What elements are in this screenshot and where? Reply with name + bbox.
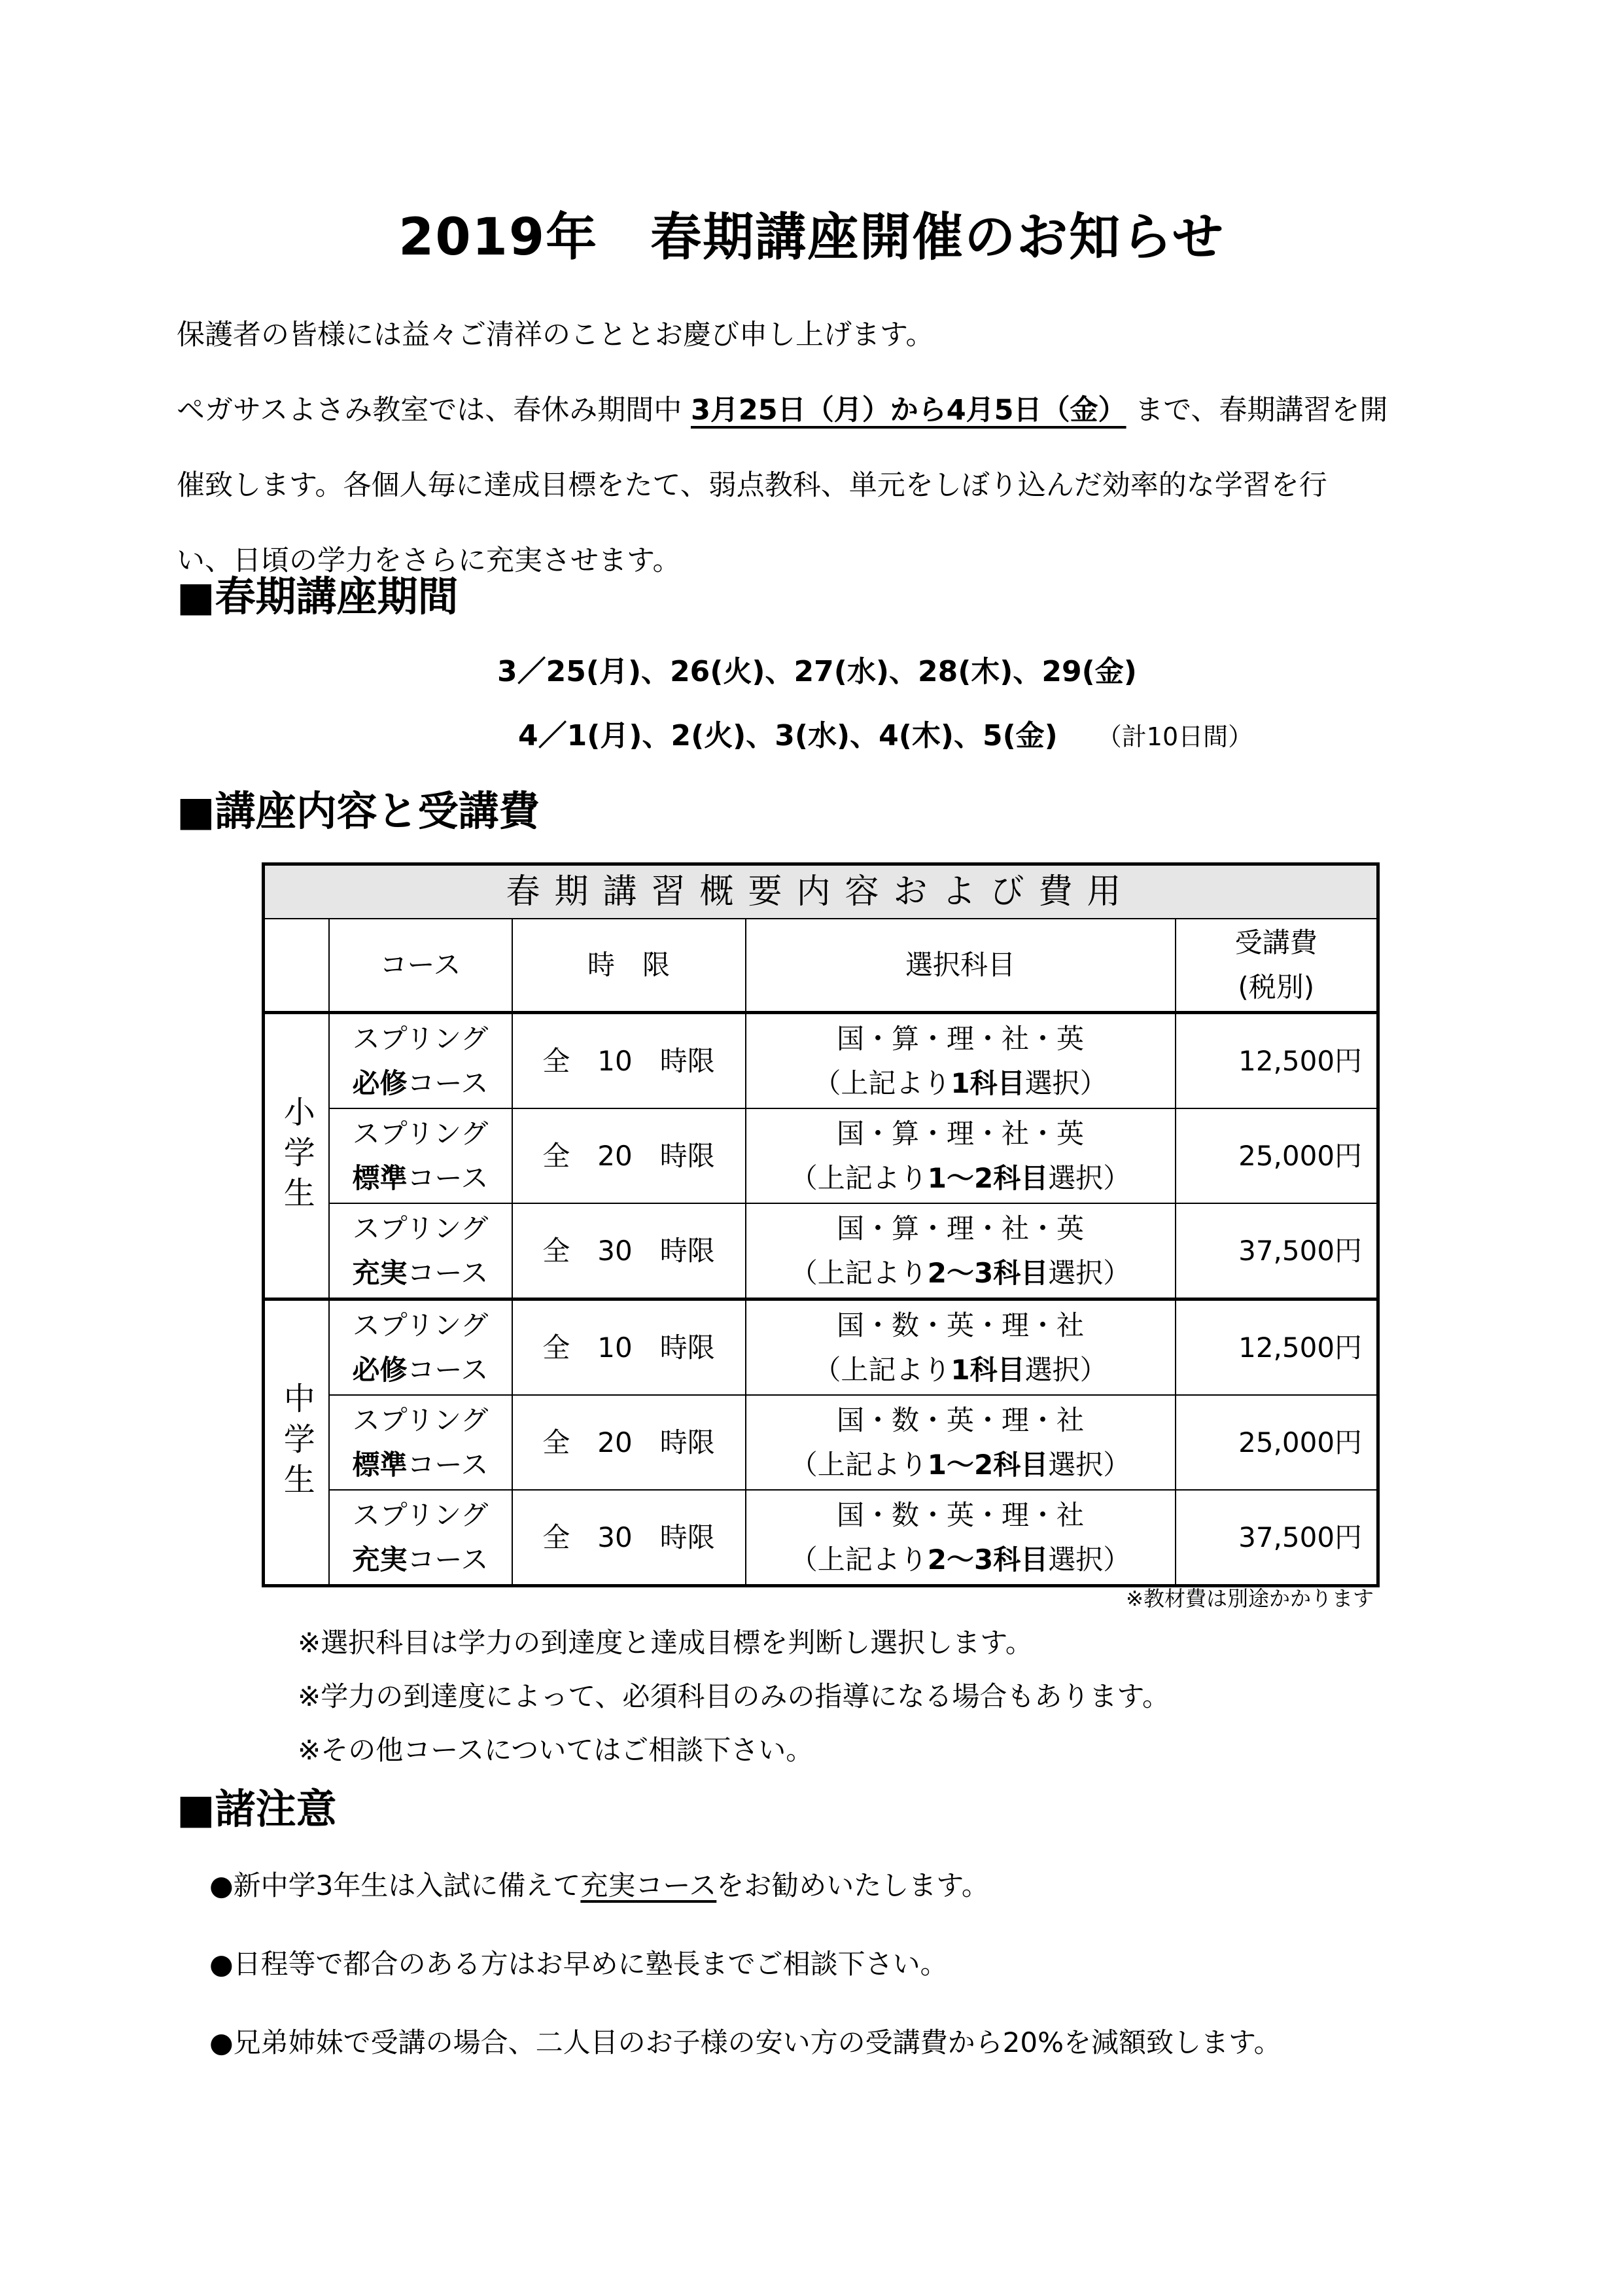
subjects-cell [746, 1203, 1176, 1299]
fee-table-caption: 春期講習概要内容および費用 [264, 864, 1378, 919]
subjects-selection-pre: （上記より [790, 1448, 928, 1481]
subjects-list: 国・算・理・社・英 [836, 1212, 1084, 1245]
intro-line-1: 保護者の皆様には益々ご清祥のこととお慶び申し上げます。 [177, 319, 934, 351]
caution-item: ●日程等で都合のある方はお早めに塾長までご相談下さい。 [209, 1948, 948, 1980]
caution-list [209, 1866, 1282, 2102]
header-fee-tax-note: (税別) [1238, 971, 1315, 1003]
intro-line-3: 催致します。各個人毎に達成目標をたて、弱点教科、単元をしぼり込んだ効率的な学習を行 [177, 469, 1327, 502]
course-type [330, 1538, 512, 1582]
subjects-selection [746, 1061, 1175, 1106]
periods-cell: 全 30 時限 [512, 1490, 746, 1586]
course-type [330, 1061, 512, 1106]
section-heading-fees: ■講座内容と受講費 [177, 787, 540, 835]
subjects-list: 国・算・理・社・英 [836, 1117, 1084, 1150]
subjects-cell [746, 1013, 1176, 1109]
fee-cell: 12,500円 [1176, 1299, 1378, 1396]
course-type [330, 1348, 512, 1392]
subjects-selection [746, 1348, 1175, 1392]
course-type-suffix: コース [407, 1353, 489, 1386]
subjects-selection-post: 選択） [1048, 1161, 1131, 1194]
subjects-list: 国・数・英・理・社 [836, 1404, 1084, 1436]
document-title: 2019年 春期講座開催のお知らせ [398, 208, 1225, 267]
subjects-selection [746, 1251, 1175, 1296]
subjects-selection-pre: （上記より [790, 1543, 928, 1576]
dates-april-list: 4／1(月)、2(火)、3(水)、4(木)、5(金) [518, 719, 1058, 752]
section-heading-cautions: ■諸注意 [177, 1785, 337, 1833]
subjects-selection-count: 1～2科目 [927, 1161, 1049, 1194]
subjects-selection-count: 1科目 [951, 1067, 1025, 1099]
recommended-course: 充実コース [580, 1869, 717, 1901]
course-name: スプリング [352, 1404, 489, 1436]
subjects-cell [746, 1299, 1176, 1396]
course-type [330, 1443, 512, 1487]
fee-table [262, 862, 1380, 1587]
fee-note: ※その他コースについてはご相談下さい。 [298, 1734, 814, 1766]
subjects-selection-pre: （上記より [813, 1353, 951, 1386]
course-cell [329, 1203, 512, 1299]
fee-notes [298, 1616, 1170, 1777]
total-days-note: （計10日間） [1096, 722, 1253, 751]
course-type-bold: 充実 [352, 1256, 408, 1289]
course-type-suffix: コース [407, 1256, 489, 1289]
course-type-bold: 標準 [352, 1161, 408, 1194]
course-type-suffix: コース [407, 1543, 489, 1576]
intro-line-2 [177, 373, 1485, 448]
subjects-cell [746, 1108, 1176, 1203]
dates-april [518, 712, 1253, 754]
subjects-list: 国・数・英・理・社 [836, 1498, 1084, 1531]
subjects-cell [746, 1395, 1176, 1490]
course-cell [329, 1490, 512, 1586]
subjects-selection-post: 選択） [1048, 1543, 1131, 1576]
subjects-list: 国・数・英・理・社 [836, 1309, 1084, 1341]
course-type [330, 1251, 512, 1296]
subjects-selection-count: 2～3科目 [927, 1543, 1049, 1576]
subjects-selection-pre: （上記より [790, 1256, 928, 1289]
subjects-selection-count: 2～3科目 [927, 1256, 1049, 1289]
subjects-selection [746, 1538, 1175, 1582]
header-group-cell [264, 919, 329, 1013]
course-cell [329, 1299, 512, 1396]
subjects-cell [746, 1490, 1176, 1586]
subjects-selection-post: 選択） [1024, 1353, 1108, 1386]
subjects-selection-pre: （上記より [790, 1161, 928, 1194]
course-type-bold: 必修 [352, 1067, 408, 1099]
course-name: スプリング [352, 1309, 489, 1341]
subjects-selection-count: 1科目 [951, 1353, 1025, 1386]
fee-note: ※選択科目は学力の到達度と達成目標を判断し選択します。 [298, 1627, 1033, 1659]
section-heading-period: ■春期講座期間 [177, 573, 459, 620]
intro-line-4: い、日頃の学力をさらに充実させます。 [177, 544, 681, 577]
subjects-selection [746, 1156, 1175, 1201]
subjects-selection-post: 選択） [1024, 1067, 1108, 1099]
course-name: スプリング [352, 1022, 489, 1055]
header-course: コース [329, 919, 512, 1013]
caution-item [209, 1866, 1282, 1945]
course-type [330, 1156, 512, 1201]
material-fee-note: ※教材費は別途かかります [1126, 1586, 1374, 1611]
periods-cell: 全 20 時限 [512, 1395, 746, 1490]
course-cell [329, 1395, 512, 1490]
fee-cell: 37,500円 [1176, 1203, 1378, 1299]
subjects-list: 国・算・理・社・英 [836, 1022, 1084, 1055]
caution-item-post: をお勧めいたします。 [716, 1869, 989, 1901]
course-type-suffix: コース [407, 1448, 489, 1481]
course-name: スプリング [352, 1212, 489, 1245]
course-type-bold: 必修 [352, 1353, 408, 1386]
intro-line-2-pre: ペガサスよさみ教室では、春休み期間中 [177, 394, 691, 427]
fee-cell: 25,000円 [1176, 1108, 1378, 1203]
periods-cell: 全 10 時限 [512, 1299, 746, 1396]
periods-cell: 全 30 時限 [512, 1203, 746, 1299]
header-fee-label: 受講費 [1234, 927, 1318, 959]
course-cell [329, 1013, 512, 1109]
dates-march: 3／25(月)、26(火)、27(水)、28(木)、29(金) [497, 655, 1137, 688]
header-periods: 時 限 [512, 919, 746, 1013]
subjects-selection-post: 選択） [1048, 1256, 1131, 1289]
course-cell [329, 1108, 512, 1203]
periods-cell: 全 20 時限 [512, 1108, 746, 1203]
caution-item-pre: ●新中学3年生は入試に備えて [209, 1869, 581, 1901]
subjects-selection [746, 1443, 1175, 1487]
fee-note: ※学力の到達度によって、必須科目のみの指導になる場合もあります。 [298, 1680, 1170, 1712]
subjects-selection-post: 選択） [1048, 1448, 1131, 1481]
subjects-selection-count: 1～2科目 [927, 1448, 1049, 1481]
course-type-bold: 標準 [352, 1448, 408, 1481]
header-subjects: 選択科目 [746, 919, 1176, 1013]
intro-paragraph [177, 298, 1485, 599]
group-label-elementary: 小学生 [264, 1013, 329, 1299]
spring-period-range: 3月25日（月）から4月5日（金） [690, 394, 1126, 427]
fee-cell: 12,500円 [1176, 1013, 1378, 1109]
intro-line-2-post: まで、春期講習を開 [1126, 394, 1388, 427]
course-type-bold: 充実 [352, 1543, 408, 1576]
header-fee [1176, 919, 1378, 1013]
course-name: スプリング [352, 1498, 489, 1531]
subjects-selection-pre: （上記より [813, 1067, 951, 1099]
course-name: スプリング [352, 1117, 489, 1150]
course-type-suffix: コース [407, 1067, 489, 1099]
fee-cell: 25,000円 [1176, 1395, 1378, 1490]
caution-item: ●兄弟姉妹で受講の場合、二人目のお子様の安い方の受講費から20%を減額致します。 [209, 2026, 1282, 2058]
periods-cell: 全 10 時限 [512, 1013, 746, 1109]
group-label-junior-high: 中学生 [264, 1299, 329, 1586]
fee-cell: 37,500円 [1176, 1490, 1378, 1586]
course-type-suffix: コース [407, 1161, 489, 1194]
